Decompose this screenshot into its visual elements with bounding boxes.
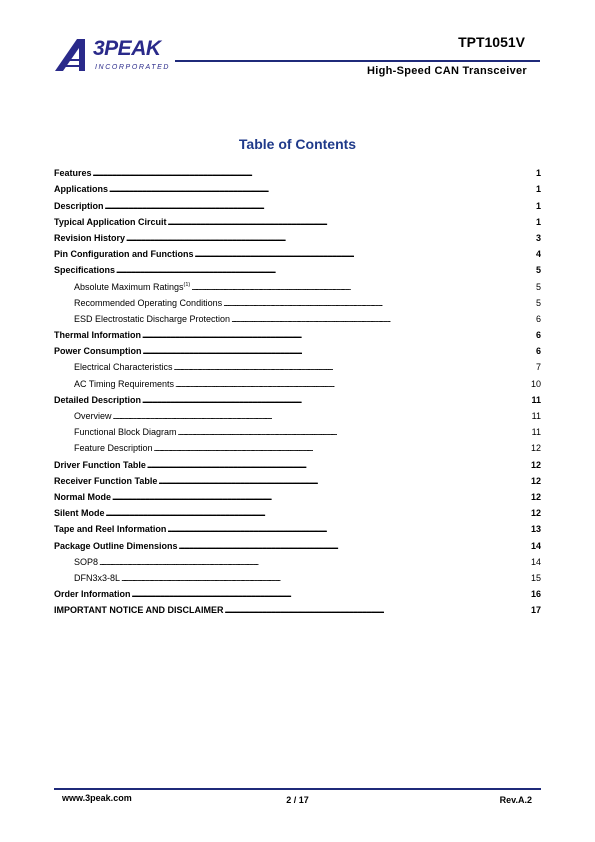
toc-leader-dots <box>167 524 530 535</box>
toc-subentry[interactable] <box>54 422 541 438</box>
toc-entry[interactable] <box>54 195 541 211</box>
toc-entry-page: 5 <box>535 297 541 308</box>
toc-entry-label: Revision History <box>54 232 126 243</box>
toc-entry[interactable] <box>54 228 541 244</box>
toc-leader-dots <box>154 443 530 454</box>
toc-entry-label: Order Information <box>54 589 131 600</box>
toc-entry-page: 6 <box>535 330 541 341</box>
toc-entry-page: 12 <box>530 459 541 470</box>
toc-entry-label: Features <box>54 168 92 179</box>
toc-entry-label: Thermal Information <box>54 330 142 341</box>
toc-leader-dots <box>132 589 530 600</box>
toc-subentry[interactable] <box>54 552 541 568</box>
toc-entry[interactable] <box>54 260 541 276</box>
toc-entry-page: 11 <box>531 427 541 438</box>
logo-subtext: INCORPORATED <box>95 64 171 71</box>
header-divider <box>175 60 540 62</box>
toc-leader-dots <box>225 605 530 616</box>
product-name: TPT1051V <box>458 34 525 50</box>
toc-entry-label: Detailed Description <box>54 394 142 405</box>
toc-entry[interactable] <box>54 503 541 519</box>
footer-page-number: 2 / 17 <box>286 795 309 805</box>
toc-leader-dots <box>126 233 535 244</box>
toc-leader-dots <box>116 265 535 276</box>
table-of-contents <box>54 163 541 616</box>
toc-entry-label: Package Outline Dimensions <box>54 540 178 551</box>
page-header <box>0 0 595 90</box>
toc-leader-dots <box>168 217 535 228</box>
toc-entry-label: ESD Electrostatic Discharge Protection <box>74 313 231 324</box>
toc-subentry[interactable] <box>54 357 541 373</box>
toc-entry-page: 10 <box>530 378 541 389</box>
toc-entry[interactable] <box>54 454 541 470</box>
toc-entry-label: Functional Block Diagram <box>74 427 177 438</box>
toc-entry-page: 17 <box>530 605 541 616</box>
toc-leader-dots <box>99 557 530 568</box>
toc-leader-dots <box>158 476 530 487</box>
logo-text: 3PEAK <box>93 37 161 60</box>
toc-entry-label: Power Consumption <box>54 346 142 357</box>
toc-title: Table of Contents <box>238 136 357 152</box>
toc-entry-page: 11 <box>531 411 541 421</box>
toc-entry-label: Overview <box>74 411 112 421</box>
toc-entry[interactable] <box>54 212 541 228</box>
toc-entry-page: 1 <box>535 168 541 179</box>
toc-entry-label <box>74 280 190 293</box>
toc-entry-label: Receiver Function Table <box>54 475 158 486</box>
toc-entry-page: 15 <box>530 572 541 583</box>
toc-entry[interactable] <box>54 535 541 551</box>
toc-entry[interactable] <box>54 584 541 600</box>
toc-entry-page: 1 <box>535 184 541 195</box>
toc-leader-dots <box>113 411 531 422</box>
toc-entry-page: 13 <box>530 524 541 535</box>
toc-leader-dots <box>174 362 535 373</box>
toc-entry-page: 5 <box>535 281 541 292</box>
toc-leader-dots <box>179 541 530 552</box>
toc-leader-dots <box>231 314 535 325</box>
toc-entry-label: Recommended Operating Conditions <box>74 297 223 308</box>
toc-leader-dots <box>147 460 530 471</box>
toc-entry-page: 1 <box>535 200 541 211</box>
toc-leader-dots <box>142 330 535 341</box>
toc-leader-dots <box>178 427 531 438</box>
toc-entry-label: DFN3x3-8L <box>74 572 121 583</box>
toc-leader-dots <box>142 395 530 406</box>
toc-leader-dots <box>112 492 530 503</box>
toc-subentry[interactable] <box>54 568 541 584</box>
toc-entry[interactable] <box>54 487 541 503</box>
toc-entry-page: 14 <box>530 556 541 567</box>
toc-entry-page: 3 <box>535 232 541 243</box>
toc-entry-label: Description <box>54 200 104 211</box>
toc-entry-page: 12 <box>530 443 541 454</box>
company-logo <box>55 37 180 73</box>
toc-entry-page: 6 <box>535 313 541 324</box>
toc-entry-label: Pin Configuration and Functions <box>54 249 194 260</box>
toc-entry-label: AC Timing Requirements <box>74 378 175 389</box>
toc-leader-dots <box>195 249 535 260</box>
product-subtitle: High-Speed CAN Transceiver <box>366 65 527 77</box>
toc-entry-label: Normal Mode <box>54 491 112 502</box>
toc-entry[interactable] <box>54 163 541 179</box>
toc-entry-page: 12 <box>530 491 541 502</box>
toc-leader-dots <box>105 201 535 212</box>
toc-entry-label-text: Absolute Maximum Ratings <box>74 281 184 292</box>
toc-entry[interactable] <box>54 390 541 406</box>
toc-subentry[interactable] <box>54 406 541 422</box>
toc-entry[interactable] <box>54 519 541 535</box>
toc-entry[interactable] <box>54 471 541 487</box>
toc-entry-label: Typical Application Circuit <box>54 216 167 227</box>
toc-entry-page: 16 <box>530 589 541 600</box>
toc-leader-dots <box>109 184 535 195</box>
toc-entry-label: Specifications <box>54 265 116 276</box>
toc-entry-page: 4 <box>535 249 541 260</box>
toc-subentry[interactable] <box>54 276 541 292</box>
toc-entry[interactable] <box>54 325 541 341</box>
toc-entry-label: SOP8 <box>74 556 99 567</box>
toc-leader-dots <box>175 379 530 390</box>
toc-subentry[interactable] <box>54 373 541 389</box>
footer-website-link[interactable]: www.3peak.com <box>62 793 132 803</box>
toc-leader-dots <box>93 168 535 179</box>
toc-subentry[interactable] <box>54 438 541 454</box>
toc-entry[interactable] <box>54 244 541 260</box>
footer-divider <box>54 788 541 790</box>
toc-entry-label: Tape and Reel Information <box>54 524 167 535</box>
toc-subentry[interactable] <box>54 309 541 325</box>
toc-entry-page: 1 <box>535 216 541 227</box>
toc-entry-label: Applications <box>54 184 109 195</box>
toc-entry-page: 5 <box>535 265 541 276</box>
toc-entry-page: 6 <box>535 346 541 357</box>
footer-revision: Rev.A.2 <box>499 795 532 805</box>
toc-leader-dots <box>121 573 530 584</box>
toc-entry[interactable] <box>54 179 541 195</box>
toc-entry-label: Silent Mode <box>54 508 105 519</box>
toc-leader-dots <box>143 346 535 357</box>
toc-entry-page: 14 <box>530 540 541 551</box>
toc-entry-label: Feature Description <box>74 443 153 454</box>
toc-entry-page: 12 <box>530 475 541 486</box>
toc-entry[interactable] <box>54 341 541 357</box>
toc-entry-label: Electrical Characteristics <box>74 362 173 373</box>
toc-entry-page: 11 <box>531 394 541 405</box>
logo-mountain-icon <box>55 37 95 73</box>
toc-entry-page: 7 <box>535 362 541 373</box>
toc-leader-dots <box>106 508 530 519</box>
toc-subentry[interactable] <box>54 293 541 309</box>
toc-leader-dots <box>191 282 535 293</box>
toc-entry-label: IMPORTANT NOTICE AND DISCLAIMER <box>54 605 224 616</box>
footnote-marker: (1) <box>183 281 191 288</box>
toc-entry-page: 12 <box>530 508 541 519</box>
toc-leader-dots <box>223 298 535 309</box>
toc-entry-label: Driver Function Table <box>54 459 146 470</box>
toc-entry[interactable] <box>54 600 541 616</box>
